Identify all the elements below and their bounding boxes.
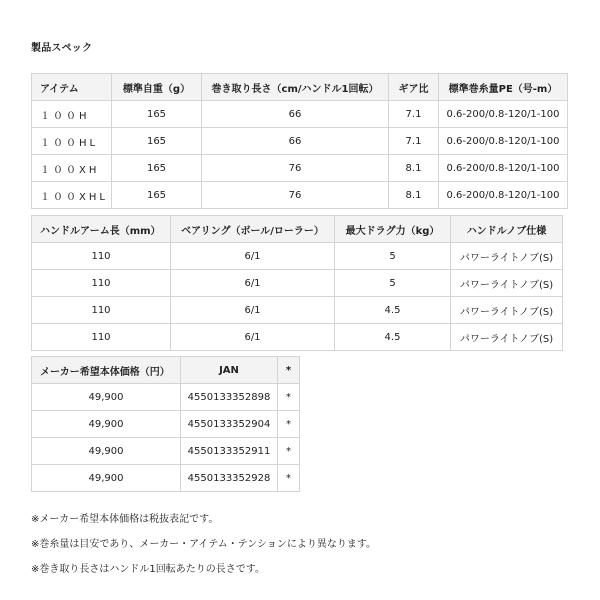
gear-ratio-cell: 7.1 xyxy=(389,128,439,155)
asterisk-cell: * xyxy=(278,384,300,411)
note-price: ※メーカー希望本体価格は税抜表記です。 xyxy=(31,514,219,525)
header-handle-length: ハンドルアーム長（mm） xyxy=(32,216,171,243)
bearing-cell: 6/1 xyxy=(171,243,335,270)
item-cell: １００H xyxy=(32,101,112,128)
table-row xyxy=(32,243,563,270)
handle-knob-cell: パワーライトノブ(S) xyxy=(451,324,563,351)
notes xyxy=(31,513,376,588)
price-cell: 49,900 xyxy=(32,438,181,465)
handle-knob-cell: パワーライトノブ(S) xyxy=(451,270,563,297)
table-row xyxy=(32,128,568,155)
header-retrieve-length: 巻き取り長さ（cm/ハンドル1回転） xyxy=(202,74,389,101)
handle-knob-cell: パワーライトノブ(S) xyxy=(451,243,563,270)
spec-table-basic xyxy=(31,73,568,209)
weight-cell: 165 xyxy=(112,182,202,209)
retrieve-cell: 66 xyxy=(202,128,389,155)
jan-cell: 4550133352898 xyxy=(181,384,278,411)
table-row xyxy=(32,155,568,182)
note-line-capacity: ※巻糸量は目安であり、メーカー・アイテム・テンションにより異なります。 xyxy=(31,539,377,550)
item-cell: １００HL xyxy=(32,128,112,155)
spec-table-price xyxy=(31,356,300,492)
handle-length-cell: 110 xyxy=(32,243,171,270)
retrieve-cell: 76 xyxy=(202,182,389,209)
handle-length-cell: 110 xyxy=(32,324,171,351)
price-cell: 49,900 xyxy=(32,384,181,411)
gear-ratio-cell: 8.1 xyxy=(389,155,439,182)
weight-cell: 165 xyxy=(112,155,202,182)
gear-ratio-cell: 8.1 xyxy=(389,182,439,209)
price-cell: 49,900 xyxy=(32,411,181,438)
header-weight: 標準自重（g） xyxy=(112,74,202,101)
table-row xyxy=(32,324,563,351)
table-header-row xyxy=(32,357,300,384)
header-gear-ratio: ギア比 xyxy=(389,74,439,101)
max-drag-cell: 4.5 xyxy=(335,297,451,324)
section-title: 製品スペック xyxy=(31,43,93,54)
header-line-capacity: 標準巻糸量PE（号-m） xyxy=(439,74,568,101)
jan-cell: 4550133352928 xyxy=(181,465,278,492)
price-cell: 49,900 xyxy=(32,465,181,492)
table-row xyxy=(32,384,300,411)
header-max-drag: 最大ドラグ力（kg） xyxy=(335,216,451,243)
asterisk-cell: * xyxy=(278,465,300,492)
table-row xyxy=(32,101,568,128)
item-cell: １００XH xyxy=(32,155,112,182)
item-cell: １００XHL xyxy=(32,182,112,209)
line-capacity-cell: 0.6-200/0.8-120/1-100 xyxy=(439,101,568,128)
gear-ratio-cell: 7.1 xyxy=(389,101,439,128)
bearing-cell: 6/1 xyxy=(171,270,335,297)
bearing-cell: 6/1 xyxy=(171,324,335,351)
max-drag-cell: 5 xyxy=(335,243,451,270)
line-capacity-cell: 0.6-200/0.8-120/1-100 xyxy=(439,155,568,182)
note-retrieve-length: ※巻き取り長さはハンドル1回転あたりの長さです。 xyxy=(31,564,265,575)
retrieve-cell: 66 xyxy=(202,101,389,128)
handle-knob-cell: パワーライトノブ(S) xyxy=(451,297,563,324)
table-row xyxy=(32,465,300,492)
table-header-row xyxy=(32,216,563,243)
table-row xyxy=(32,411,300,438)
table-row xyxy=(32,438,300,465)
spec-table-handle xyxy=(31,215,563,351)
max-drag-cell: 4.5 xyxy=(335,324,451,351)
table-row xyxy=(32,182,568,209)
table-header-row xyxy=(32,74,568,101)
table-row xyxy=(32,297,563,324)
handle-length-cell: 110 xyxy=(32,270,171,297)
table-row xyxy=(32,270,563,297)
bearing-cell: 6/1 xyxy=(171,297,335,324)
header-price: メーカー希望本体価格（円） xyxy=(32,357,181,384)
header-asterisk: * xyxy=(278,357,300,384)
weight-cell: 165 xyxy=(112,101,202,128)
header-bearing: ベアリング（ボール/ローラー） xyxy=(171,216,335,243)
weight-cell: 165 xyxy=(112,128,202,155)
retrieve-cell: 76 xyxy=(202,155,389,182)
header-jan: JAN xyxy=(181,357,278,384)
header-item: アイテム xyxy=(32,74,112,101)
max-drag-cell: 5 xyxy=(335,270,451,297)
line-capacity-cell: 0.6-200/0.8-120/1-100 xyxy=(439,182,568,209)
line-capacity-cell: 0.6-200/0.8-120/1-100 xyxy=(439,128,568,155)
header-handle-knob: ハンドルノブ仕様 xyxy=(451,216,563,243)
handle-length-cell: 110 xyxy=(32,297,171,324)
jan-cell: 4550133352911 xyxy=(181,438,278,465)
asterisk-cell: * xyxy=(278,438,300,465)
asterisk-cell: * xyxy=(278,411,300,438)
jan-cell: 4550133352904 xyxy=(181,411,278,438)
